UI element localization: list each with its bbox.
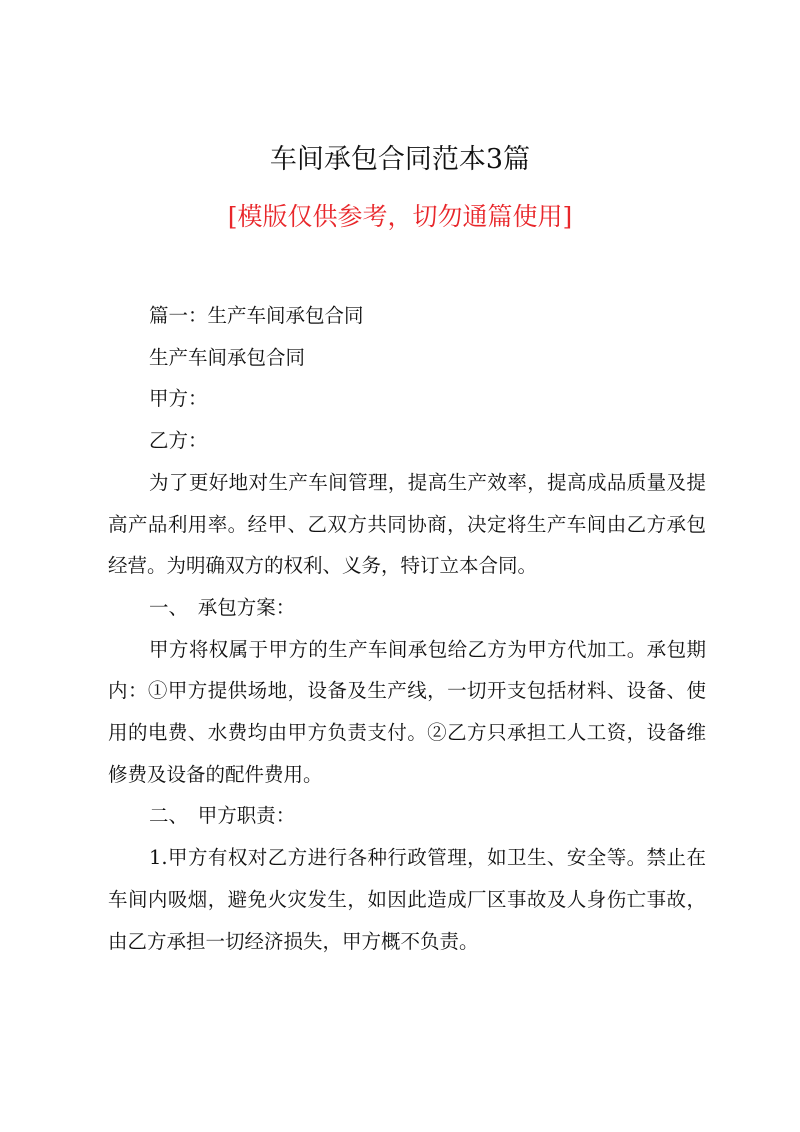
heading-party-a-duties: 二、 甲方职责：	[149, 804, 296, 828]
contract-name: 生产车间承包合同	[149, 345, 306, 369]
document-title: 车间承包合同范本3篇	[269, 144, 531, 175]
party-b-line: 乙方：	[149, 429, 208, 453]
contract-plan-paragraph: 甲方将权属于甲方的生产车间承包给乙方为甲方代加工。承包期内：①甲方提供场地，设备及生产线，一切开支包括材料、设备、使用的电费、水费均由甲方负责支付。②乙方只承担工人工资，设备维修费及设备的配件费用。	[108, 637, 706, 786]
heading-contract-plan: 一、 承包方案：	[149, 595, 296, 619]
document-subtitle: [模版仅供参考，切勿通篇使用]	[227, 202, 573, 231]
preamble-paragraph: 为了更好地对生产车间管理，提高生产效率，提高成品质量及提高产品利用率。经甲、乙双方共同协商，决定将生产车间由乙方承包经营。为明确双方的权利、义务，特订立本合同。	[108, 470, 706, 578]
party-a-duties-paragraph: 1.甲方有权对乙方进行各种行政管理，如卫生、安全等。禁止在车间内吸烟，避免火灾发生，如因此造成厂区事故及人身伤亡事故，由乙方承担一切经济损失，甲方概不负责。	[108, 846, 706, 953]
party-a-line: 甲方：	[149, 387, 208, 411]
document-body	[108, 295, 706, 962]
section-title-part-one: 篇一：生产车间承包合同	[149, 304, 364, 327]
